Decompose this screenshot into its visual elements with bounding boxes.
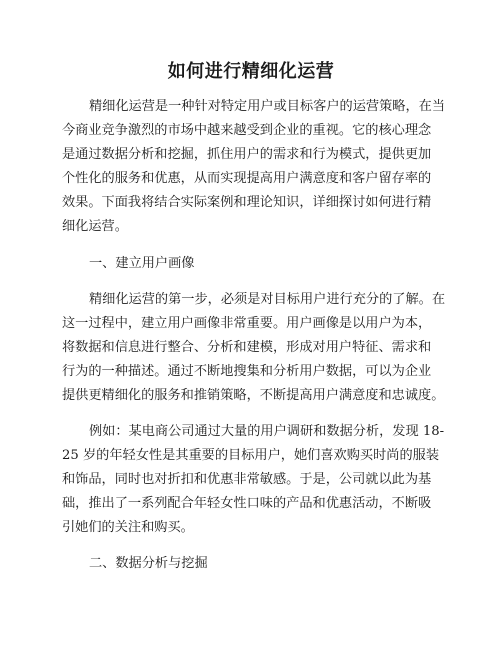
section1-line: 精细化运营的第一步，必须是对目标用户进行充分的了解。在 [89,292,446,307]
section-heading: 一、建立用户画像 [89,256,195,271]
example-line: 引她们的关注和购买。 [62,520,194,535]
example-line: 和饰品，同时也对折扣和优惠非常敏感。于是，公司就以此为基 [62,472,432,487]
intro-line: 个性化的服务和优惠，从而实现提高用户满意度和客户留存率的 [62,171,432,186]
intro-line: 精细化运营是一种针对特定用户或目标客户的运营策略，在当 [89,99,446,114]
intro-line: 效果。下面我将结合实际案例和理论知识，详细探讨如何进行精 [62,195,432,210]
section1-line: 提供更精细化的服务和推销策略，不断提高用户满意度和忠诚度。 [62,388,445,403]
section1-line: 这一过程中，建立用户画像非常重要。用户画像是以用户为本， [62,316,432,331]
intro-line: 今商业竞争激烈的市场中越来越受到企业的重视。它的核心理念 [62,123,432,138]
example-line: 础，推出了一系列配合年轻女性口味的产品和优惠活动，不断吸 [62,496,432,511]
example-line: 25 岁的年轻女性是其重要的目标用户，她们喜欢购买时尚的服装 [62,448,440,463]
document-title: 如何进行精细化运营 [167,61,335,82]
section1-line: 行为的一种描述。通过不断地搜集和分析用户数据，可以为企业 [62,364,432,379]
intro-line: 是通过数据分析和挖掘，抓住用户的需求和行为模式，提供更加 [62,147,432,162]
intro-line: 细化运营。 [62,219,128,234]
example-line: 例如：某电商公司通过大量的用户调研和数据分析，发现 18- [89,424,445,439]
section1-line: 将数据和信息进行整合、分析和建模，形成对用户特征、需求和 [62,340,432,355]
section-heading: 二、数据分析与挖掘 [89,556,208,571]
